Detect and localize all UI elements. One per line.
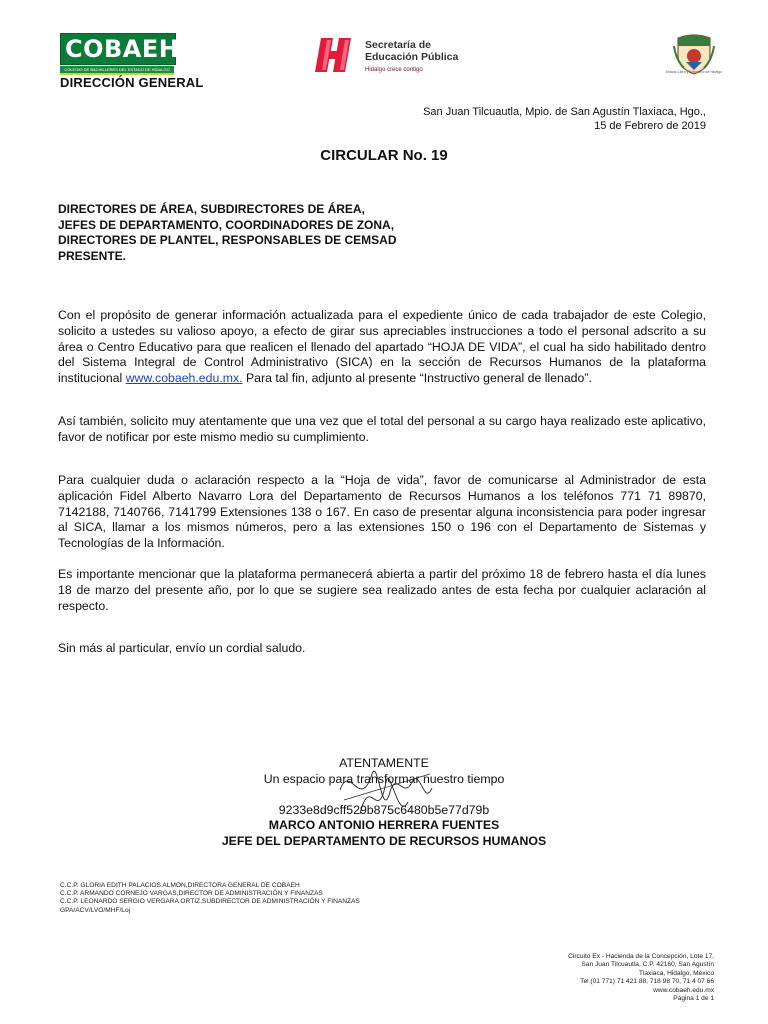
footer-address <box>568 953 714 1003</box>
recipient-line: JEFES DE DEPARTAMENTO, COORDINADORES DE ZONA, <box>58 217 395 232</box>
footer-line: Tel (01 771) 71 421 88, 718 98 70, 71 4 07 66 <box>580 978 714 986</box>
motto: Un espacio para transformar nuestro tiempo <box>263 771 505 786</box>
closing: ATENTAMENTE <box>339 756 429 770</box>
sep-line2: Educación Pública <box>365 51 459 63</box>
body-paragraph-2: Así también, solicito muy atentamente que una vez que el total del personal a su cargo haya realizado este aplicativo, favor de notificar por este mismo medio su cumplimiento. <box>58 414 706 444</box>
sep-line3: Hidalgo crece contigo <box>365 67 423 73</box>
ccp-list <box>60 882 360 915</box>
footer-line: Circuito Ex - Hacienda de la Concepción, Lote 17, <box>568 953 714 960</box>
footer-website[interactable]: www.cobaeh.edu.mx <box>653 986 714 994</box>
signer-name: MARCO ANTONIO HERRERA FUENTES <box>268 818 500 833</box>
body-paragraph-3: Para cualquier duda o aclaración respecto a la “Hoja de vida”, favor de comunicarse al Administrador de esta aplicación Fidel Alberto Navarro Lora del Departamento de Recursos Humanos a los teléfonos 771 71 89870, 7142188, 7140766, 7141799 Extensiones 138 o 167. En caso de presentar alguna inconsistencia para poder ingresar al SICA, llamar a los mismos números, pero a las extensiones 150 o 196 con el Departamento de Sistemas y Tecnologías de la Información. <box>58 473 706 551</box>
body-paragraph-4: Es importante mencionar que la plataforma permanecerá abierta a partir del próximo 18 de febrero hasta el día lunes 18 de marzo del presente año, por lo que se sugiere sea realizado antes de esta fecha por cualquier aclaración al respecto. <box>58 567 706 613</box>
ccp-line: GPA/ACV/LVO/MHF/Loj <box>60 906 131 914</box>
p1-text: Con el propósito de generar información actualizada para el expediente único de cada trabajador de este Colegio, solicito a ustedes su valioso apoyo, a efecto de girar sus apreciables instrucciones a todo el personal adscrito a su área o Centro Educativo para que realicen el llenado del apartado “HOJA DE VIDA”, el cual ha sido habilitado dentro del Sistema Integral de Control Administrativo (SICA) en la sección de Recursos Humanos de la plataforma institucional <box>58 308 706 386</box>
signature-hash: 9233e8d9cff529b875c6480b5e77d79b <box>278 802 490 817</box>
signature-block <box>0 756 768 850</box>
ccp-line: C.C.P. ARMANDO CORNEJO VARGAS,DIRECTOR DE ADMINISTRACIÓN Y FINANZAS <box>60 890 323 898</box>
sep-line1: Secretaría de <box>365 39 431 51</box>
footer-line: San Juan Tilcuautla, C.P. 42160, San Agustín <box>581 961 714 969</box>
cobaeh-logo-text: COBAEH <box>65 35 180 63</box>
direccion-general: DIRECCIÓN GENERAL <box>60 75 204 90</box>
sep-text <box>365 39 458 76</box>
footer-line: Tlaxiaca, Hidalgo, México <box>638 969 714 977</box>
body-paragraph-1 <box>58 308 706 387</box>
sep-h-icon <box>313 34 363 76</box>
cobaeh-logo <box>60 33 180 73</box>
recipients-block <box>58 202 396 264</box>
signer-role: JEFE DEL DEPARTAMENTO DE RECURSOS HUMANOS <box>221 834 547 849</box>
ccp-line: C.C.P. LEONARDO SERGIO VERGARA ORTIZ,SUBDIRECTOR DE ADMINISTRACIÓN Y FINANZAS <box>60 898 360 906</box>
ccp-line: C.C.P. GLORIA EDITH PALACIOS ALMON,DIRECTORA GENERAL DE COBAEH <box>60 882 300 889</box>
recipient-line: DIRECTORES DE PLANTEL, RESPONSABLES DE CEMSAD <box>58 233 397 247</box>
p1-text-end: Para tal fin, adjunto al presente “Instructivo general de llenado”. <box>242 371 592 386</box>
place-line: San Juan Tilcuautla, Mpio. de San Agustín Tlaxiaca, Hgo., <box>423 106 706 118</box>
cobaeh-logo-subtext: COLEGIO DE BACHILLERES DEL ESTADO DE HIDALGO <box>60 66 174 73</box>
recipient-line: DIRECTORES DE ÁREA, SUBDIRECTORES DE ÁREA, <box>58 202 365 216</box>
seal-caption: Estado Libre y Soberano de Hidalgo <box>665 70 723 74</box>
cobaeh-website-link[interactable]: www.cobaeh.edu.mx. <box>125 371 243 386</box>
body-paragraph-5: Sin más al particular, envío un cordial saludo. <box>58 641 306 655</box>
circular-title: CIRCULAR No. 19 <box>320 147 448 164</box>
page-number: Página 1 de 1 <box>673 995 714 1003</box>
recipient-line: PRESENTE. <box>58 248 127 263</box>
date-line: 15 de Febrero de 2019 <box>594 120 706 132</box>
